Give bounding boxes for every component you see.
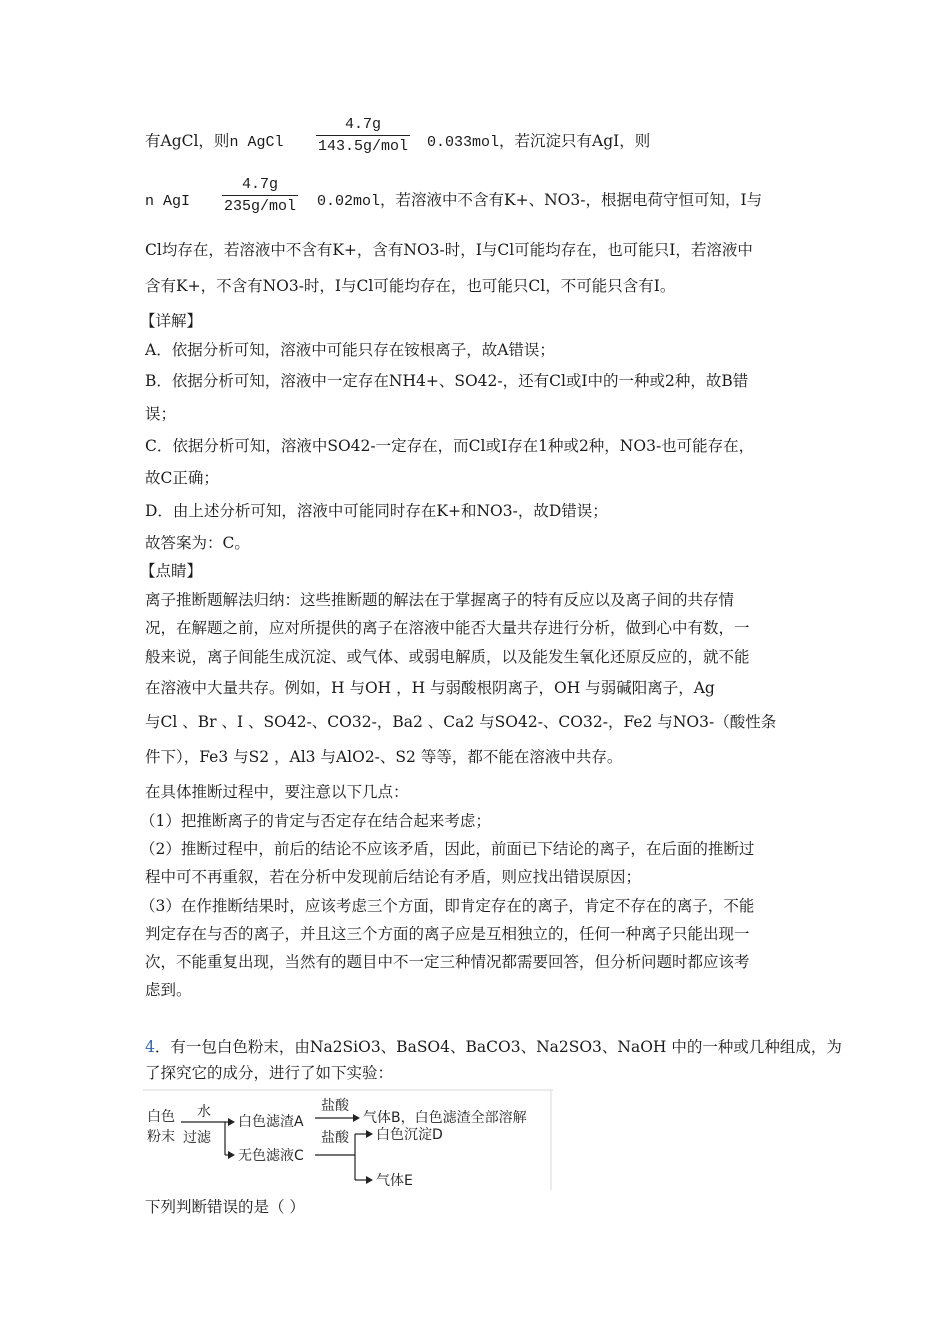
question-4-line-1 (145, 1037, 842, 1057)
agcl-denominator: 143.5g/mol (316, 135, 410, 155)
agcl-numerator: 4.7g (344, 116, 381, 133)
calc-line-1 (145, 131, 283, 153)
detail-option-d: D．由上述分析可知，溶液中可能同时存在K+和NO3-，故D错误； (145, 502, 608, 520)
comment-intro: 在具体推断过程中，要注意以下几点： (145, 783, 409, 801)
flow-acid-1: 盐酸 (321, 1098, 349, 1114)
agi-result-line (317, 190, 762, 212)
detail-option-c: C．依据分析可知，溶液中SO42-一定存在，而Cl或I存在1种或2种，NO3-也可能存在， (145, 437, 755, 455)
detail-option-a: A．依据分析可知，溶液中可能只存在铵根离子，故A错误； (145, 341, 555, 359)
flow-result-1: 气体B，白色滤渣全部溶解 (363, 1110, 527, 1126)
flow-residue-a: 白色滤渣A (238, 1114, 304, 1130)
question-4-ask: 下列判断错误的是（ ） (145, 1198, 305, 1216)
flow-start-1: 白色 (147, 1109, 175, 1125)
flow-arrowhead-2 (228, 1151, 235, 1159)
agcl-result-line (427, 131, 650, 153)
agcl-result: 0.033mol (427, 134, 500, 151)
flow-arrowhead-5 (366, 1130, 373, 1138)
comment-line: 件下），Fe3 与S2 ，Al3 与AlO2-、S2 等等，都不能在溶液中共存。 (145, 748, 623, 766)
calc-line-3: Cl均存在，若溶液中不含有K+，含有NO3-时，I与Cl可能均存在，也可能只I，若溶液中 (145, 241, 753, 259)
question-4-text: ．有一包白色粉末，由Na2SiO3、BaSO4、BaCO3、Na2SO3、NaOH 中的一种或几种组成，为 (154, 1038, 842, 1056)
flow-gas-e: 气体E (376, 1173, 413, 1189)
flow-acid-2: 盐酸 (321, 1130, 349, 1146)
detail-heading: 【详解】 (140, 312, 203, 330)
calc-line-4: 含有K+，不含有NO3-时，I与Cl可能均存在，也可能只Cl，不可能只含有I。 (145, 277, 676, 295)
detail-answer: 故答案为：C。 (145, 534, 250, 552)
flow-arrowhead-3 (353, 1114, 360, 1122)
comment-point-cont: 程中可不再重叙，若在分析中发现前后结论有矛盾，则应找出错误原因； (145, 868, 642, 886)
agi-numerator: 4.7g (241, 176, 278, 193)
agi-fraction (222, 176, 298, 215)
comment-line: 与Cl 、Br 、I 、SO42-、CO32-，Ba2 、Ca2 与SO42-、CO32-，Fe2 与NO3-（酸性条 (145, 713, 777, 731)
comment-line: 况，在解题之前，应对所提供的离子在溶液中能否大量共存进行分析，做到心中有数，一 (145, 619, 750, 637)
agi-denominator: 235g/mol (222, 195, 298, 215)
comment-point-cont: 判定存在与否的离子，并且这三个方面的离子应是互相独立的，任何一种离子只能出现一 (145, 925, 750, 943)
agcl-prefix: 有AgCl，则 (145, 132, 230, 150)
agcl-n: n AgCl (229, 134, 284, 151)
agi-suffix: ，若溶液中不含有K+、NO3-，根据电荷守恒可知，I与 (380, 191, 763, 209)
flow-arrowhead-6 (366, 1176, 373, 1184)
comment-line: 般来说，离子间能生成沉淀、或气体、或弱电解质，以及能发生氧化还原反应的，就不能 (145, 648, 750, 666)
detail-option-b-cont: 误； (145, 405, 177, 423)
question-4-line-2: 了探究它的成分，进行了如下实验： (145, 1064, 394, 1082)
comment-line: 在溶液中大量共存。例如，H 与OH ，H 与弱酸根阴离子，OH 与弱碱阳离子，Ag (145, 679, 715, 697)
comment-line: 离子推断题解法归纳：这些推断题的解法在于掌握离子的特有反应以及离子间的共存情 (145, 591, 735, 609)
detail-option-c-cont: 故C正确； (145, 469, 219, 487)
comment-heading: 【点睛】 (140, 562, 203, 580)
flow-filtrate-c: 无色滤液C (238, 1148, 304, 1164)
flow-start-2: 粉末 (147, 1129, 175, 1145)
flow-step1-bottom: 过滤 (183, 1130, 211, 1146)
question-number: 4 (145, 1038, 155, 1056)
comment-point: （1）把推断离子的肯定与否定存在结合起来考虑； (140, 812, 491, 830)
flow-precipitate-d: 白色沉淀D (376, 1127, 443, 1143)
flow-arrowhead-1 (228, 1118, 235, 1126)
agi-result: 0.02mol (317, 193, 381, 210)
agcl-suffix: ，若沉淀只有AgI，则 (499, 132, 651, 150)
agi-n: n AgI (145, 193, 191, 210)
flow-step1-top: 水 (197, 1104, 211, 1120)
comment-point: （3）在作推断结果时，应该考虑三个方面，即肯定存在的离子，肯定不存在的离子，不能 (140, 897, 755, 915)
detail-option-b: B．依据分析可知，溶液中一定存在NH4+、SO42-，还有Cl或I中的一种或2种，故B错 (145, 372, 749, 390)
agcl-fraction (316, 116, 410, 155)
experiment-flowchart (143, 1088, 553, 1190)
calc-line-2 (145, 190, 190, 212)
comment-point-cont: 虑到。 (145, 981, 192, 999)
comment-point: （2）推断过程中，前后的结论不应该矛盾，因此，前面已下结论的离子，在后面的推断过 (140, 840, 755, 858)
comment-point-cont: 次，不能重复出现，当然有的题目中不一定三种情况都需要回答，但分析问题时都应该考 (145, 953, 750, 971)
